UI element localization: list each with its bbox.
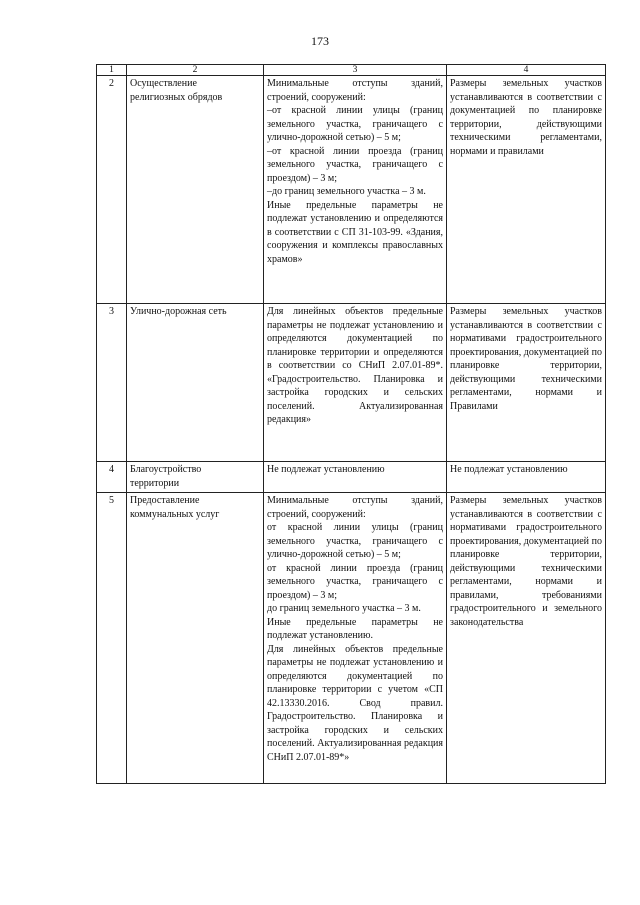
row-number: 5 <box>97 493 127 784</box>
parameter-text: до границ земельного участка – 3 м. <box>267 603 421 614</box>
use-type-name <box>127 304 264 462</box>
plot-size-text: Не подлежат установлению <box>450 464 568 475</box>
row-number: 3 <box>97 304 127 462</box>
plot-size-rules <box>447 493 606 784</box>
use-type-name-line: Благоустройство <box>130 464 202 475</box>
use-type-name <box>127 493 264 784</box>
table-row <box>97 462 606 493</box>
limit-parameters <box>264 462 447 493</box>
plot-size-rules <box>447 462 606 493</box>
land-use-parameters-table <box>96 64 606 784</box>
use-type-name <box>127 462 264 493</box>
use-type-name-line: коммунальных услуг <box>130 508 220 520</box>
plot-size-text: Размеры земельных участков устанавливаются в соответствии с нормативами градостроительного проектирования, документацией по планировке территории, действующими техническими регламентами, нормами и Правилами <box>450 306 602 412</box>
header-col-2: 2 <box>127 65 264 76</box>
limit-parameters <box>264 304 447 462</box>
parameter-text: Иные предельные параметры не подлежат установлению и определяются в соответствии с СП 31-103-99. «Здания, сооружения и комплексы православных храмов» <box>267 199 443 265</box>
use-type-name-line: территории <box>130 477 180 489</box>
table-row <box>97 493 606 784</box>
parameter-text: Минимальные отступы зданий, строений, сооружений: <box>267 78 443 103</box>
parameter-text: –от красной линии улицы (границ земельного участка, граничащего с улично-дорожной сетью) – 5 м; <box>267 105 443 143</box>
plot-size-text: Размеры земельных участков устанавливаются в соответствии с документацией по планировке территории, действующими техническими регламентами, нормами и правилами <box>450 78 602 157</box>
parameter-text: Не подлежат установлению <box>267 464 385 475</box>
page-number: 173 <box>311 34 329 48</box>
use-type-name-line: религиозных обрядов <box>130 91 223 103</box>
use-type-name-line: Осуществление <box>130 78 197 89</box>
plot-size-text: Размеры земельных участков устанавливаются в соответствии с нормативами градостроительного проектирования, документацией по планировке территории, действующими техническими регламентами, нормами и правилами, требованиями градостроительного и земельного законодательства <box>450 495 602 628</box>
limit-parameters <box>264 493 447 784</box>
row-number: 4 <box>97 462 127 493</box>
parameter-text: Для линейных объектов предельные параметры не подлежат установлению и определяются документацией по планировке территории и определяются в соответствии со СНиП 2.07.01-89*. «Градостроительство. Планировка и застройка городских и сельских поселений. Актуализированная редакция» <box>267 306 443 425</box>
parameter-text: от красной линии проезда (границ земельного участка, граничащего с проездом) – 3 м; <box>267 562 443 601</box>
header-col-1: 1 <box>97 65 127 76</box>
table-row <box>97 76 606 304</box>
use-type-name-line: Улично-дорожная сеть <box>130 306 227 317</box>
row-number: 2 <box>97 76 127 304</box>
header-col-4: 4 <box>447 65 606 76</box>
parameter-text: от красной линии улицы (границ земельного участка, граничащего с улично-дорожной сетью) – 5 м; <box>267 522 443 560</box>
plot-size-rules <box>447 76 606 304</box>
parameter-text: –до границ земельного участка – 3 м. <box>267 186 426 197</box>
header-col-3: 3 <box>264 65 447 76</box>
table-row <box>97 304 606 462</box>
use-type-name <box>127 76 264 304</box>
use-type-name-line: Предоставление <box>130 495 200 506</box>
table-header-row <box>97 65 606 76</box>
parameter-text: Иные предельные параметры не подлежат установлению. <box>267 616 443 641</box>
parameter-text: –от красной линии проезда (границ земельного участка, граничащего с проездом) – 3 м; <box>267 145 443 184</box>
parameter-text: Для линейных объектов предельные параметры не подлежат установлению и определяются документацией по планировке территории с учетом «СП 42.13330.2016. Свод правил. Градостроительство. Планировка и застройка городских и сельских поселений. Актуализированная редакция СНиП 2.07.01-89*» <box>267 643 443 763</box>
plot-size-rules <box>447 304 606 462</box>
limit-parameters <box>264 76 447 304</box>
parameter-text: Минимальные отступы зданий, строений, сооружений: <box>267 495 443 520</box>
